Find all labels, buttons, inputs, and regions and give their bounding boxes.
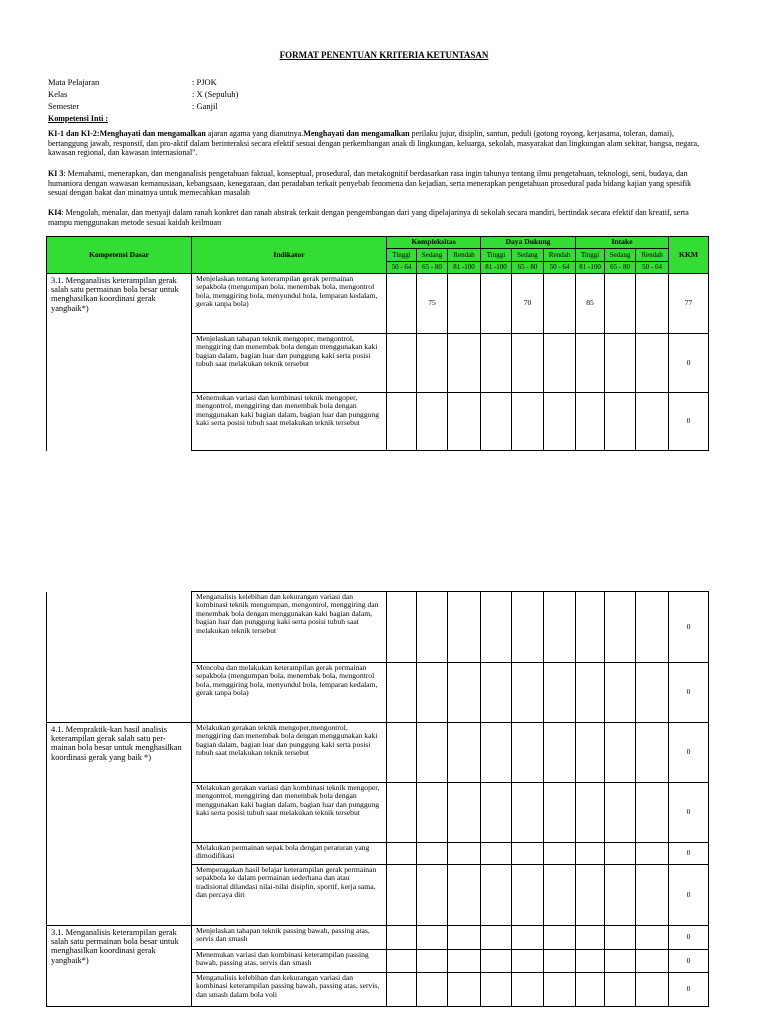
range-cell: 81 -100 xyxy=(481,262,512,274)
score-cell: 70 xyxy=(512,274,544,334)
level-cell: Sedang xyxy=(605,249,636,262)
level-cell: Rendah xyxy=(448,249,481,262)
score-cell xyxy=(605,274,636,334)
table-row xyxy=(47,926,709,950)
level-cell: Tinggi xyxy=(576,249,605,262)
kkm-cell: 0 xyxy=(669,592,709,663)
indikator-cell: Menjelaskan tahapan teknik passing bawah, passing atas, servis dan smash xyxy=(192,926,387,950)
header-kkm: KKM xyxy=(669,237,709,274)
kkm-cell: 0 xyxy=(669,950,709,973)
indikator-cell: Melakukan gerakan variasi dan kombinasi teknik mengoper, mengontrol, menggiring dan menembak bola dengan menggunakan kaki bagian dalam, bagian luar dan punggung kaki serta posisi tubuh saat melakukan teknik tersebut xyxy=(192,783,387,843)
kkm-cell: 0 xyxy=(669,973,709,1007)
kd-cell: 4.1. Mempraktik-kan hasil analisis keterampilan gerak salah satu per-mainan bola besar untuk menghasilkan koordinasi gerak yang baik *) xyxy=(47,723,192,926)
level-cell: Sedang xyxy=(512,249,544,262)
range-cell: 50 - 64 xyxy=(636,262,669,274)
kkm-cell: 0 xyxy=(669,865,709,926)
header-kd: Kompetensi Dasar xyxy=(47,237,192,274)
range-cell: 65 - 80 xyxy=(605,262,636,274)
score-cell: 85 xyxy=(576,274,605,334)
range-cell: 65 - 80 xyxy=(417,262,448,274)
range-cell: 81 -100 xyxy=(448,262,481,274)
indikator-cell: Menemukan variasi dan kombinasi keterampilan passing bawah, passing atas, servis dan smash xyxy=(192,950,387,973)
score-cell xyxy=(544,274,576,334)
range-cell: 81 -100 xyxy=(576,262,605,274)
indikator-cell: Menemukan variasi dan kombinasi teknik mengoper, mengontrol, menggiring dan menembak bola dengan menggunakan kaki bagian dalam, bagian luar dan punggung kaki serta posisi tubuh saat melakukan teknik tersebut xyxy=(192,393,387,451)
indikator-cell: Menjelaskan tentang keterampilan gerak permainan sepakbola (mengumpan bola, menembak bola, mengontrol bola, menggiring bola, menyundul bola, lemparan kedalam, gerak tanpa bola) xyxy=(192,274,387,334)
level-cell: Tinggi xyxy=(481,249,512,262)
ki3-paragraph: KI 3: Memahami, menerapkan, dan menganalisis pengetahuan faktual, konseptual, prosedural, dan metakognitif berdasarkan rasa ingin tahunya tentang ilmu pengetahuan, teknologi, seni, budaya, dan humaniora dengan wawasan kemanusiaan, kebangsaan, kenegaraan, dan peradaban terkait penyebab fenomena dan kejadian, serta menerapkan pengetahuan prosedural pada bidang kajian yang spesifik sesuai dengan bakat dan minatnya untuk memecahkan masalah xyxy=(48,169,692,198)
kkm-cell: 77 xyxy=(669,274,709,334)
range-cell: 65 - 80 xyxy=(512,262,544,274)
kkm-cell: 0 xyxy=(669,926,709,950)
header-intake: Intake xyxy=(576,237,669,249)
indikator-cell: Menjelaskan tahapan teknik mengoper, mengontrol, menggiring dan menembak bola dengan menggunakan kaki bagian dalam, bagian luar dan punggung kaki serta posisi tubuh saat melakukan teknik tersebut xyxy=(192,334,387,393)
ki4-paragraph: KI4: Mengolah, menalar, dan menyaji dalam ranah konkret dan ranah abstrak terkait dengan pengembangan dari yang dipelajarinya di sekolah secara mandiri, bertindak secara efektif dan kreatif, serta mampu menggunakan metode sesuai kaidah keilmuan xyxy=(48,208,689,227)
level-cell: Tinggi xyxy=(387,249,417,262)
table-row xyxy=(47,592,709,663)
range-cell: 50 - 64 xyxy=(544,262,576,274)
level-cell: Sedang xyxy=(417,249,448,262)
ki12-paragraph: KI-1 dan KI-2:Menghayati dan mengamalkan ajaran agama yang dianutnya.Menghayati dan mengamalkan perilaku jujur, disiplin, santun, peduli (gotong royong, kerjasama, toleran, damai), bertanggung jawab, responsif, dan pro-aktif dalam berinteraksi secara efektif sesuai dengan perkembangan anak di lingkungan, keluarga, sekolah, masyarakat dan lingkungan alam sekitar, bangsa, negara, kawasan regional, dan kawasan internasional". xyxy=(48,129,700,158)
score-cell xyxy=(636,274,669,334)
range-cell: 50 - 64 xyxy=(387,262,417,274)
kd-cell: 3.1. Menganalisis keterampilan gerak salah satu permainan bola besar untuk menghasilkan koordinasi gerak yangbaik*) xyxy=(47,926,192,1007)
kkm-cell: 0 xyxy=(669,334,709,393)
indikator-cell: Memperagakan hasil belajar keterampilan gerak permainan sepakbola ke dalam permainan sederhana dan atau tradisional dilandasi nilai-nilai disiplin, sportif, kerja sama, dan percaya diri xyxy=(192,865,387,926)
document-title: FORMAT PENENTUAN KRITERIA KETUNTASAN xyxy=(279,50,489,60)
ki-heading: Kompetensi Inti : xyxy=(48,114,108,123)
score-cell: 75 xyxy=(417,274,448,334)
meta-row-semester: Semester : Ganjil xyxy=(48,101,218,111)
header-indikator: Indikator xyxy=(192,237,387,274)
level-cell: Rendah xyxy=(544,249,576,262)
meta-row-class: Kelas : X (Sepuluh) xyxy=(48,89,239,99)
score-cell xyxy=(448,274,481,334)
header-kompleksitas: Kompleksitas xyxy=(387,237,481,249)
kkm-cell: 0 xyxy=(669,843,709,865)
indikator-cell: Melakukan gerakan teknik mengoper,mengontrol, menggiring dan menembak bola dengan menggunakan kaki bagian dalam, bagian luar dan punggung kaki serta posisi tubuh saat melakukan teknik tersebut xyxy=(192,723,387,783)
kkm-table-top xyxy=(46,236,709,451)
kkm-table-bottom xyxy=(46,591,709,1007)
indikator-cell: Mencoba dan melakukan keterampilan gerak permainan sepakbola (mengumpan bola, menembak bola, mengontrol bola, menggiring bola, menyundul bola, lemparan kedalam, gerak tanpa bola) xyxy=(192,663,387,723)
kkm-cell: 0 xyxy=(669,663,709,723)
kkm-cell: 0 xyxy=(669,723,709,783)
kd-cell-continued xyxy=(47,592,192,723)
header-daya-dukung: Daya Dukung xyxy=(481,237,576,249)
kkm-cell: 0 xyxy=(669,393,709,451)
score-cell xyxy=(387,274,417,334)
indikator-cell: Menganalisis kelebihan dan kekurangan variasi dan kombinasi keterampilan passing bawah, passing atas, servis, dan smash dalam bola voli xyxy=(192,973,387,1007)
indikator-cell: Menganalisis kelebihan dan kekurangan variasi dan kombinasi teknik mengumpan, mengontrol, menggiring dan menembak bola dengan menggunakan kaki bagian dalam, bagian luar dan punggung kaki serta posisi tubuh saat melakukan teknik tersebut xyxy=(192,592,387,663)
indikator-cell: Melakukan permainan sepak bola dengan peraturan yang dimodifikasi xyxy=(192,843,387,865)
meta-row-subject: Mata Pelajaran : PJOK xyxy=(48,77,217,87)
table-row xyxy=(47,723,709,783)
kkm-cell: 0 xyxy=(669,783,709,843)
level-cell: Rendah xyxy=(636,249,669,262)
score-cell xyxy=(481,274,512,334)
table-row xyxy=(47,274,709,334)
kd-cell: 3.1. Menganalisis keterampilan gerak salah satu permainan bola besar untuk menghasilkan koordinasi gerak yangbaik*) xyxy=(47,274,192,451)
